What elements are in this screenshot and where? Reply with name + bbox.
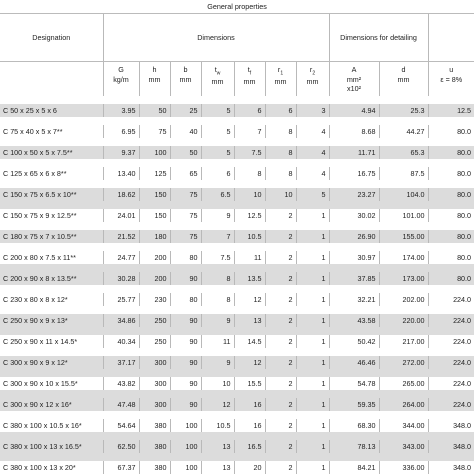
designation-cell: C 100 x 50 x 5 x 7.5**	[0, 146, 103, 159]
value-cell: 1	[296, 293, 329, 306]
table-row	[0, 293, 474, 306]
row-spacer	[0, 306, 474, 314]
value-cell: 250	[139, 335, 170, 348]
value-cell: 65	[170, 167, 201, 180]
value-cell: 37.17	[103, 356, 139, 369]
value-cell: 6.5	[201, 188, 234, 201]
value-cell: 2	[265, 293, 296, 306]
designation-cell: C 50 x 25 x 5 x 6	[0, 104, 103, 117]
value-cell: 2	[265, 377, 296, 390]
col-h-header: h mm	[139, 62, 170, 97]
value-cell: 1	[296, 230, 329, 243]
value-cell: 47.48	[103, 398, 139, 411]
value-cell: 80	[170, 293, 201, 306]
value-cell: 11.71	[329, 146, 379, 159]
value-cell: 30.97	[329, 251, 379, 264]
value-cell: 24.77	[103, 251, 139, 264]
value-cell: 1	[296, 251, 329, 264]
value-cell: 46.46	[329, 356, 379, 369]
value-cell: 75	[139, 125, 170, 138]
value-cell: 8	[201, 293, 234, 306]
value-cell: 202.00	[379, 293, 428, 306]
detailing-header: Dimensions for detailing	[329, 14, 428, 62]
table-row	[0, 377, 474, 390]
value-cell: 380	[139, 461, 170, 474]
designation-cell: C 150 x 75 x 9 x 12.5**	[3, 210, 77, 220]
value-cell: 65.3	[379, 146, 428, 159]
designation-cell: C 300 x 90 x 9 x 12*	[0, 356, 103, 369]
value-cell: 2	[265, 251, 296, 264]
table-row	[0, 146, 474, 159]
value-cell: 1	[296, 461, 329, 474]
row-spacer	[0, 432, 474, 440]
value-cell: 150	[139, 188, 170, 201]
value-cell: 5	[201, 104, 234, 117]
value-cell: 90	[170, 377, 201, 390]
value-cell: 90	[170, 398, 201, 411]
designation-cell: C 250 x 90 x 11 x 14.5*	[3, 336, 78, 346]
value-cell: 80.0	[428, 167, 474, 180]
value-cell: 8	[265, 125, 296, 138]
designation-cell: C 180 x 75 x 7 x 10.5**	[0, 230, 103, 243]
value-cell: 224.0	[428, 377, 474, 390]
value-cell: 3	[296, 104, 329, 117]
value-cell: 80.0	[428, 125, 474, 138]
value-cell: 224.0	[428, 356, 474, 369]
value-cell: 90	[170, 356, 201, 369]
value-cell: 348.0	[428, 419, 474, 432]
value-cell: 100	[170, 461, 201, 474]
value-cell: 13	[201, 440, 234, 453]
value-cell: 80.0	[428, 146, 474, 159]
value-cell: 30.28	[103, 272, 139, 285]
value-cell: 40.34	[103, 335, 139, 348]
value-cell: 6	[234, 104, 265, 117]
value-cell: 5	[296, 188, 329, 201]
designation-cell: C 125 x 65 x 6 x 8**	[3, 168, 67, 178]
value-cell: 7	[201, 230, 234, 243]
row-spacer	[0, 348, 474, 356]
value-cell: 87.5	[379, 167, 428, 180]
value-cell: 90	[170, 272, 201, 285]
value-cell: 13	[234, 314, 265, 327]
value-cell: 8	[234, 167, 265, 180]
value-cell: 5	[201, 125, 234, 138]
value-cell: 80.0	[428, 272, 474, 285]
value-cell: 10.5	[201, 419, 234, 432]
value-cell: 9	[201, 209, 234, 222]
value-cell: 10	[234, 188, 265, 201]
table-row	[0, 272, 474, 285]
value-cell: 25	[170, 104, 201, 117]
value-cell: 8	[201, 272, 234, 285]
value-cell: 9	[201, 356, 234, 369]
value-cell: 1	[296, 209, 329, 222]
value-cell: 4.94	[329, 104, 379, 117]
value-cell: 16	[234, 398, 265, 411]
value-cell: 224.0	[428, 398, 474, 411]
table-row	[0, 461, 474, 474]
value-cell: 10	[265, 188, 296, 201]
value-cell: 348.0	[428, 461, 474, 474]
value-cell: 2	[265, 314, 296, 327]
col-tf-header: $t_f$ mm	[234, 62, 265, 97]
value-cell: 300	[139, 398, 170, 411]
value-cell: 13.5	[234, 272, 265, 285]
table-row	[0, 188, 474, 201]
col-r1-header: $r_1$ mm	[265, 62, 296, 97]
value-cell: 100	[170, 440, 201, 453]
col-r2-header: $r_2$ mm	[296, 62, 329, 97]
value-cell: 1	[296, 335, 329, 348]
value-cell: 220.00	[379, 314, 428, 327]
value-cell: 1	[296, 356, 329, 369]
value-cell: 9.37	[103, 146, 139, 159]
designation-cell: C 380 x 100 x 13 x 16.5*	[0, 440, 103, 453]
value-cell: 272.00	[379, 356, 428, 369]
value-cell: 100	[139, 146, 170, 159]
row-spacer	[0, 243, 474, 251]
value-cell: 14.5	[234, 335, 265, 348]
table-row	[0, 209, 474, 222]
value-cell: 336.00	[379, 461, 428, 474]
value-cell: 173.00	[379, 272, 428, 285]
value-cell: 23.27	[329, 188, 379, 201]
value-cell: 224.0	[428, 335, 474, 348]
row-spacer	[0, 327, 474, 335]
value-cell: 13.40	[103, 167, 139, 180]
value-cell: 12	[201, 398, 234, 411]
value-cell: 2	[265, 398, 296, 411]
designation-cell: C 230 x 80 x 8 x 12*	[3, 294, 68, 304]
value-cell: 75	[170, 209, 201, 222]
value-cell: 265.00	[379, 377, 428, 390]
value-cell: 50.42	[329, 335, 379, 348]
col-A-header: A mm² x10²	[329, 62, 379, 97]
table-row	[0, 356, 474, 369]
table-row	[0, 167, 474, 180]
row-spacer	[0, 180, 474, 188]
value-cell: 44.27	[379, 125, 428, 138]
value-cell: 344.00	[379, 419, 428, 432]
value-cell: 59.35	[329, 398, 379, 411]
general-properties-title: General properties	[0, 0, 474, 14]
value-cell: 25.77	[103, 293, 139, 306]
row-spacer	[0, 285, 474, 293]
value-cell: 68.30	[329, 419, 379, 432]
col-b-header: b mm	[170, 62, 201, 97]
value-cell: 10.5	[234, 230, 265, 243]
value-cell: 8	[265, 167, 296, 180]
value-cell: 84.21	[329, 461, 379, 474]
value-cell: 1	[296, 272, 329, 285]
value-cell: 6.95	[103, 125, 139, 138]
row-spacer	[0, 96, 474, 104]
table-row	[0, 314, 474, 327]
table-row	[0, 230, 474, 243]
value-cell: 18.62	[103, 188, 139, 201]
value-cell: 155.00	[379, 230, 428, 243]
value-cell: 6	[201, 167, 234, 180]
row-spacer	[0, 369, 474, 377]
value-cell: 2	[265, 356, 296, 369]
value-cell: 24.01	[103, 209, 139, 222]
value-cell: 2	[265, 209, 296, 222]
value-cell: 30.02	[329, 209, 379, 222]
value-cell: 10	[201, 377, 234, 390]
value-cell: 8	[265, 146, 296, 159]
value-cell: 62.50	[103, 440, 139, 453]
value-cell: 12.5	[234, 209, 265, 222]
value-cell: 300	[139, 377, 170, 390]
table-row	[0, 419, 474, 432]
value-cell: 7.5	[201, 251, 234, 264]
table-row	[0, 398, 474, 411]
value-cell: 16.5	[234, 440, 265, 453]
value-cell: 348.0	[428, 440, 474, 453]
value-cell: 217.00	[379, 335, 428, 348]
row-spacer	[0, 411, 474, 419]
value-cell: 34.86	[103, 314, 139, 327]
value-cell: 100	[170, 419, 201, 432]
value-cell: 8.68	[329, 125, 379, 138]
value-cell: 32.21	[329, 293, 379, 306]
value-cell: 2	[265, 230, 296, 243]
value-cell: 16	[234, 419, 265, 432]
row-spacer	[0, 390, 474, 398]
value-cell: 7	[234, 125, 265, 138]
value-cell: 300	[139, 356, 170, 369]
value-cell: 6	[265, 104, 296, 117]
table-row	[0, 104, 474, 117]
designation-cell: C 300 x 90 x 12 x 16*	[0, 398, 103, 411]
value-cell: 80.0	[428, 230, 474, 243]
row-spacer	[0, 159, 474, 167]
designation-cell: C 250 x 90 x 9 x 13*	[0, 314, 103, 327]
value-cell: 21.52	[103, 230, 139, 243]
row-spacer	[0, 222, 474, 230]
col-u-header: u ε = 8%	[428, 62, 474, 97]
value-cell: 200	[139, 251, 170, 264]
value-cell: 67.37	[103, 461, 139, 474]
value-cell: 180	[139, 230, 170, 243]
value-cell: 1	[296, 314, 329, 327]
designation-cell: C 200 x 80 x 7.5 x 11**	[3, 252, 76, 262]
row-spacer	[0, 138, 474, 146]
value-cell: 50	[170, 146, 201, 159]
row-spacer	[0, 201, 474, 209]
dimensions-header: Dimensions	[103, 14, 329, 62]
col-d-header: d mm	[379, 62, 428, 97]
value-cell: 80.0	[428, 251, 474, 264]
designation-header: Designation	[0, 14, 103, 62]
value-cell: 380	[139, 419, 170, 432]
value-cell: 2	[265, 440, 296, 453]
value-cell: 1	[296, 440, 329, 453]
value-cell: 1	[296, 398, 329, 411]
value-cell: 1	[296, 419, 329, 432]
value-cell: 174.00	[379, 251, 428, 264]
table-row	[0, 440, 474, 453]
value-cell: 78.13	[329, 440, 379, 453]
value-cell: 1	[296, 377, 329, 390]
designation-cell: C 150 x 75 x 6.5 x 10**	[0, 188, 103, 201]
value-cell: 250	[139, 314, 170, 327]
col-tw-header: $t_w$ mm	[201, 62, 234, 97]
value-cell: 90	[170, 335, 201, 348]
value-cell: 12	[234, 356, 265, 369]
value-cell: 200	[139, 272, 170, 285]
value-cell: 13	[201, 461, 234, 474]
value-cell: 90	[170, 314, 201, 327]
designation-cell: C 300 x 90 x 10 x 15.5*	[3, 378, 78, 388]
value-cell: 3.95	[103, 104, 139, 117]
value-cell: 37.85	[329, 272, 379, 285]
value-cell: 12.5	[428, 104, 474, 117]
value-cell: 343.00	[379, 440, 428, 453]
value-cell: 15.5	[234, 377, 265, 390]
value-cell: 54.78	[329, 377, 379, 390]
value-cell: 75	[170, 188, 201, 201]
value-cell: 150	[139, 209, 170, 222]
row-spacer	[0, 117, 474, 125]
value-cell: 11	[201, 335, 234, 348]
designation-cell: C 75 x 40 x 5 x 7**	[3, 126, 63, 136]
value-cell: 54.64	[103, 419, 139, 432]
value-cell: 224.0	[428, 293, 474, 306]
row-spacer	[0, 264, 474, 272]
value-cell: 20	[234, 461, 265, 474]
value-cell: 125	[139, 167, 170, 180]
value-cell: 25.3	[379, 104, 428, 117]
table-row	[0, 251, 474, 264]
u-header-cell	[428, 14, 474, 62]
value-cell: 5	[201, 146, 234, 159]
value-cell: 12	[234, 293, 265, 306]
value-cell: 101.00	[379, 209, 428, 222]
value-cell: 16.75	[329, 167, 379, 180]
col-G-header: G kg/m	[103, 62, 139, 97]
designation-cell: C 380 x 100 x 13 x 20*	[3, 462, 76, 472]
value-cell: 80.0	[428, 209, 474, 222]
designation-unit-cell	[0, 62, 103, 97]
table-row	[0, 335, 474, 348]
value-cell: 2	[265, 461, 296, 474]
value-cell: 43.58	[329, 314, 379, 327]
value-cell: 26.90	[329, 230, 379, 243]
value-cell: 230	[139, 293, 170, 306]
value-cell: 40	[170, 125, 201, 138]
value-cell: 75	[170, 230, 201, 243]
value-cell: 80.0	[428, 188, 474, 201]
designation-cell: C 380 x 100 x 10.5 x 16*	[3, 420, 82, 430]
designation-cell: C 200 x 90 x 8 x 13.5**	[0, 272, 103, 285]
value-cell: 4	[296, 167, 329, 180]
value-cell: 4	[296, 146, 329, 159]
value-cell: 264.00	[379, 398, 428, 411]
value-cell: 2	[265, 335, 296, 348]
value-cell: 2	[265, 272, 296, 285]
value-cell: 104.0	[379, 188, 428, 201]
value-cell: 380	[139, 440, 170, 453]
value-cell: 224.0	[428, 314, 474, 327]
value-cell: 43.82	[103, 377, 139, 390]
value-cell: 9	[201, 314, 234, 327]
value-cell: 80	[170, 251, 201, 264]
value-cell: 2	[265, 419, 296, 432]
table-row	[0, 125, 474, 138]
value-cell: 7.5	[234, 146, 265, 159]
value-cell: 4	[296, 125, 329, 138]
value-cell: 50	[139, 104, 170, 117]
value-cell: 11	[234, 251, 265, 264]
